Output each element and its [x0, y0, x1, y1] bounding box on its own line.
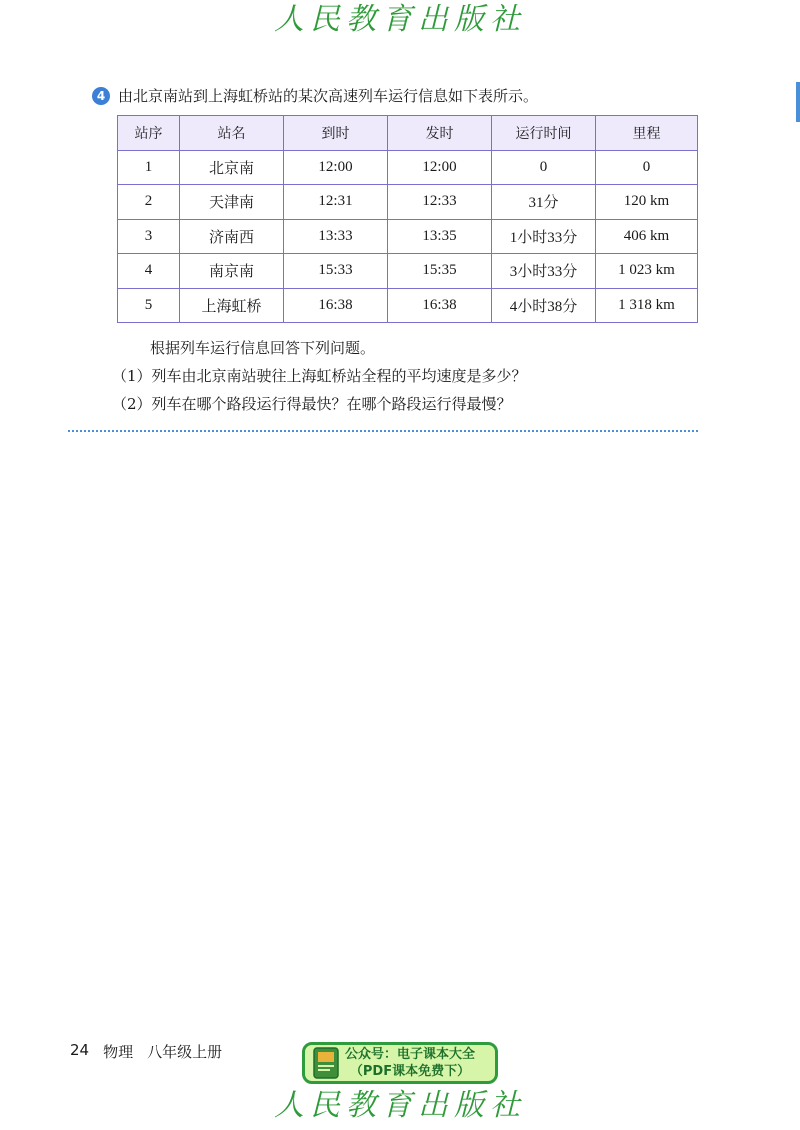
- cell-arrival: 12:00: [284, 150, 388, 185]
- cell-run-time: 1小时33分: [492, 219, 596, 254]
- question-text: 由北京南站到上海虹桥站的某次高速列车运行信息如下表所示。: [118, 87, 539, 105]
- grade-label: 八年级上册: [147, 1043, 223, 1061]
- watermark-line-2: （PDF课本免费下）: [349, 1064, 471, 1079]
- sub-question-1: （1）列车由北京南站驶往上海虹桥站全程的平均速度是多少？: [112, 367, 527, 385]
- cell-departure: 12:00: [388, 150, 492, 185]
- cell-order: 4: [118, 254, 180, 289]
- cell-arrival: 15:33: [284, 254, 388, 289]
- cell-order: 3: [118, 219, 180, 254]
- cell-mileage: 120 km: [596, 185, 698, 220]
- cell-departure: 12:33: [388, 185, 492, 220]
- header-station-order: 站序: [118, 116, 180, 151]
- cell-arrival: 13:33: [284, 219, 388, 254]
- table-header-row: [118, 116, 698, 151]
- side-tab-marker: [796, 82, 800, 122]
- publisher-footer: 人民教育出版社: [274, 1088, 526, 1123]
- watermark-line-1: 公众号：电子课本大全: [345, 1047, 476, 1062]
- question-4: [92, 86, 712, 106]
- cell-order: 2: [118, 185, 180, 220]
- sub-question-2: （2）列车在哪个路段运行得最快？在哪个路段运行得最慢？: [112, 395, 512, 413]
- cell-arrival: 16:38: [284, 288, 388, 323]
- cell-arrival: 12:31: [284, 185, 388, 220]
- header-run-time: 运行时间: [492, 116, 596, 151]
- table-row: [118, 254, 698, 289]
- cell-mileage: 1 023 km: [596, 254, 698, 289]
- intro-text: 根据列车运行信息回答下列问题。: [150, 339, 376, 357]
- cell-mileage: 1 318 km: [596, 288, 698, 323]
- cell-run-time: 31分: [492, 185, 596, 220]
- train-schedule-table: [117, 115, 698, 323]
- cell-station: 上海虹桥: [180, 288, 284, 323]
- cell-departure: 15:35: [388, 254, 492, 289]
- cell-mileage: 406 km: [596, 219, 698, 254]
- cell-run-time: 3小时33分: [492, 254, 596, 289]
- cell-station: 北京南: [180, 150, 284, 185]
- dotted-divider: [68, 430, 698, 432]
- book-logo-icon: [313, 1047, 339, 1079]
- table-row: [118, 150, 698, 185]
- cell-run-time: 0: [492, 150, 596, 185]
- table-row: [118, 185, 698, 220]
- cell-station: 天津南: [180, 185, 284, 220]
- cell-order: 5: [118, 288, 180, 323]
- cell-run-time: 4小时38分: [492, 288, 596, 323]
- table-row: [118, 219, 698, 254]
- header-arrival: 到时: [284, 116, 388, 151]
- question-number-badge: 4: [92, 87, 110, 105]
- cell-departure: 16:38: [388, 288, 492, 323]
- subject-label: 物理: [103, 1043, 134, 1061]
- page-footer: [70, 1041, 222, 1062]
- cell-station: 南京南: [180, 254, 284, 289]
- cell-station: 济南西: [180, 219, 284, 254]
- cell-mileage: 0: [596, 150, 698, 185]
- cell-order: 1: [118, 150, 180, 185]
- header-station-name: 站名: [180, 116, 284, 151]
- table-row: [118, 288, 698, 323]
- cell-departure: 13:35: [388, 219, 492, 254]
- header-departure: 发时: [388, 116, 492, 151]
- page-number: 24: [70, 1041, 90, 1059]
- publisher-header: 人民教育出版社: [274, 2, 526, 37]
- watermark-badge: [302, 1042, 498, 1084]
- header-mileage: 里程: [596, 116, 698, 151]
